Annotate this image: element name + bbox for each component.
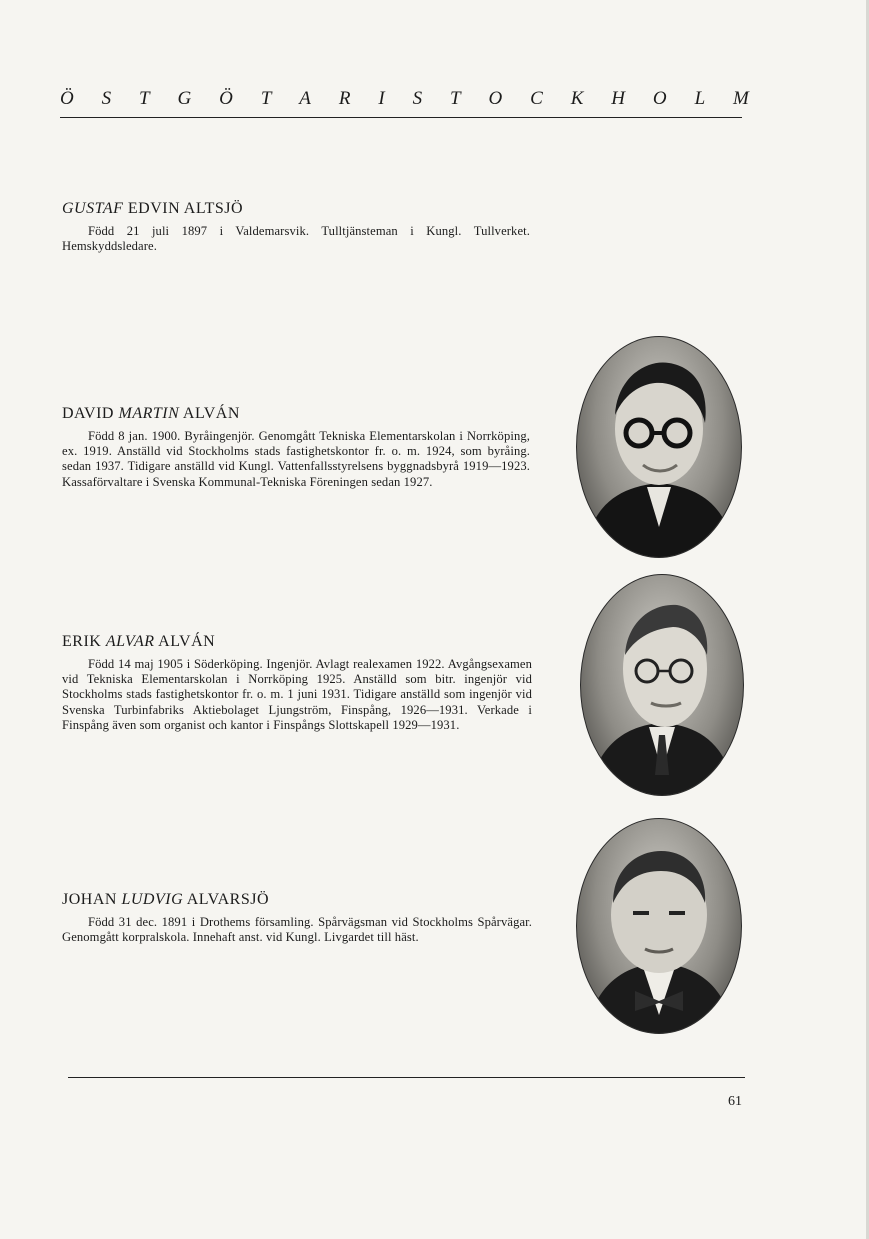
running-head-letter: K bbox=[570, 88, 585, 109]
surname: ALVÁN bbox=[182, 405, 240, 422]
portrait-illustration bbox=[577, 819, 741, 1033]
portrait-photo bbox=[576, 336, 742, 558]
running-head-letter: C bbox=[530, 88, 544, 109]
biography-entry bbox=[62, 405, 530, 490]
running-head-letter: H bbox=[611, 88, 627, 109]
page-number: 61 bbox=[728, 1094, 742, 1109]
portrait-photo bbox=[576, 818, 742, 1034]
surname: ALVÁN bbox=[158, 633, 216, 650]
running-head-letter: O bbox=[652, 88, 668, 109]
running-head-letter: O bbox=[488, 88, 504, 109]
biography-entry bbox=[62, 200, 530, 254]
entry-text: Född 31 dec. 1891 i Drothems församling. Spårvägsman vid Stockholms Spårvägar. Genomgått korpralskola. Innehaft anst. vid Kungl. Livgardet till häst. bbox=[62, 915, 532, 945]
running-head-letter: R bbox=[338, 88, 352, 109]
entry-text: Född 14 maj 1905 i Söderköping. Ingenjör. Avlagt realexamen 1922. Avgångsexamen vid Tekniska Elementarskolan i Norrköping 1925. Anställd som bitr. ingenjör vid Stockholms stads fastighetskontor fr. o. m. 1 juni 1931. Tidigare anställd som ingenjör vid Svenska Turbinfabriks Aktiebolaget Ljungström, Finspång, 1926—1931. Verkade i Finspång även som organist och kantor i Finspångs Slottskapell 1929—1931. bbox=[62, 657, 532, 732]
entry-text: Född 8 jan. 1900. Byråingenjör. Genomgått Tekniska Elementarskolan i Norrköping, ex. 1919. Anställd vid Stockholms stads fastighetskontor fr. o. m. 1924, som byråing. sedan 1937. Tidigare anställd vid Kungl. Vattenfallsstyrelsens byggnadsbyrå 1919—1923. Kassaförvaltare i Svenska Kommunal-Tekniska Föreningen sedan 1927. bbox=[62, 429, 530, 489]
running-head-letter: T bbox=[260, 88, 273, 109]
given-name-called: LUDVIG bbox=[121, 891, 184, 908]
running-head-letter: S bbox=[412, 88, 424, 109]
entry-name bbox=[62, 891, 532, 909]
entry-name bbox=[62, 633, 532, 651]
footer-rule bbox=[68, 1077, 745, 1078]
running-head-letter: T bbox=[449, 88, 462, 109]
running-head-letter: L bbox=[694, 88, 707, 109]
running-head bbox=[60, 88, 750, 110]
given-name: DAVID bbox=[62, 405, 114, 422]
entry-text: Född 21 juli 1897 i Valdemarsvik. Tulltjänsteman i Kungl. Tullverket. Hemskyddsledare. bbox=[62, 224, 530, 254]
running-head-letter: M bbox=[733, 88, 750, 109]
surname: ALTSJÖ bbox=[183, 200, 244, 217]
biography-entry bbox=[62, 633, 532, 733]
given-name: EDVIN bbox=[127, 200, 181, 217]
running-head-letter: I bbox=[378, 88, 386, 109]
running-head-letter: S bbox=[101, 88, 113, 109]
biography-entry bbox=[62, 891, 532, 945]
portrait-illustration bbox=[581, 575, 743, 795]
running-head-letter: A bbox=[299, 88, 312, 109]
entry-name bbox=[62, 405, 530, 423]
running-head-letter: Ö bbox=[60, 88, 75, 109]
given-name-called: ALVAR bbox=[105, 633, 155, 650]
running-head-letter: G bbox=[177, 88, 193, 109]
entry-name bbox=[62, 200, 530, 218]
portrait-photo bbox=[580, 574, 744, 796]
header-rule bbox=[60, 117, 742, 118]
running-head-letter: T bbox=[139, 88, 151, 109]
given-name: ERIK bbox=[62, 633, 102, 650]
surname: ALVARSJÖ bbox=[186, 891, 270, 908]
portrait-illustration bbox=[577, 337, 741, 557]
given-name: JOHAN bbox=[62, 891, 117, 908]
given-name-called: MARTIN bbox=[118, 405, 180, 422]
running-head-letter: Ö bbox=[219, 88, 234, 109]
given-name-called: GUSTAF bbox=[62, 200, 124, 217]
